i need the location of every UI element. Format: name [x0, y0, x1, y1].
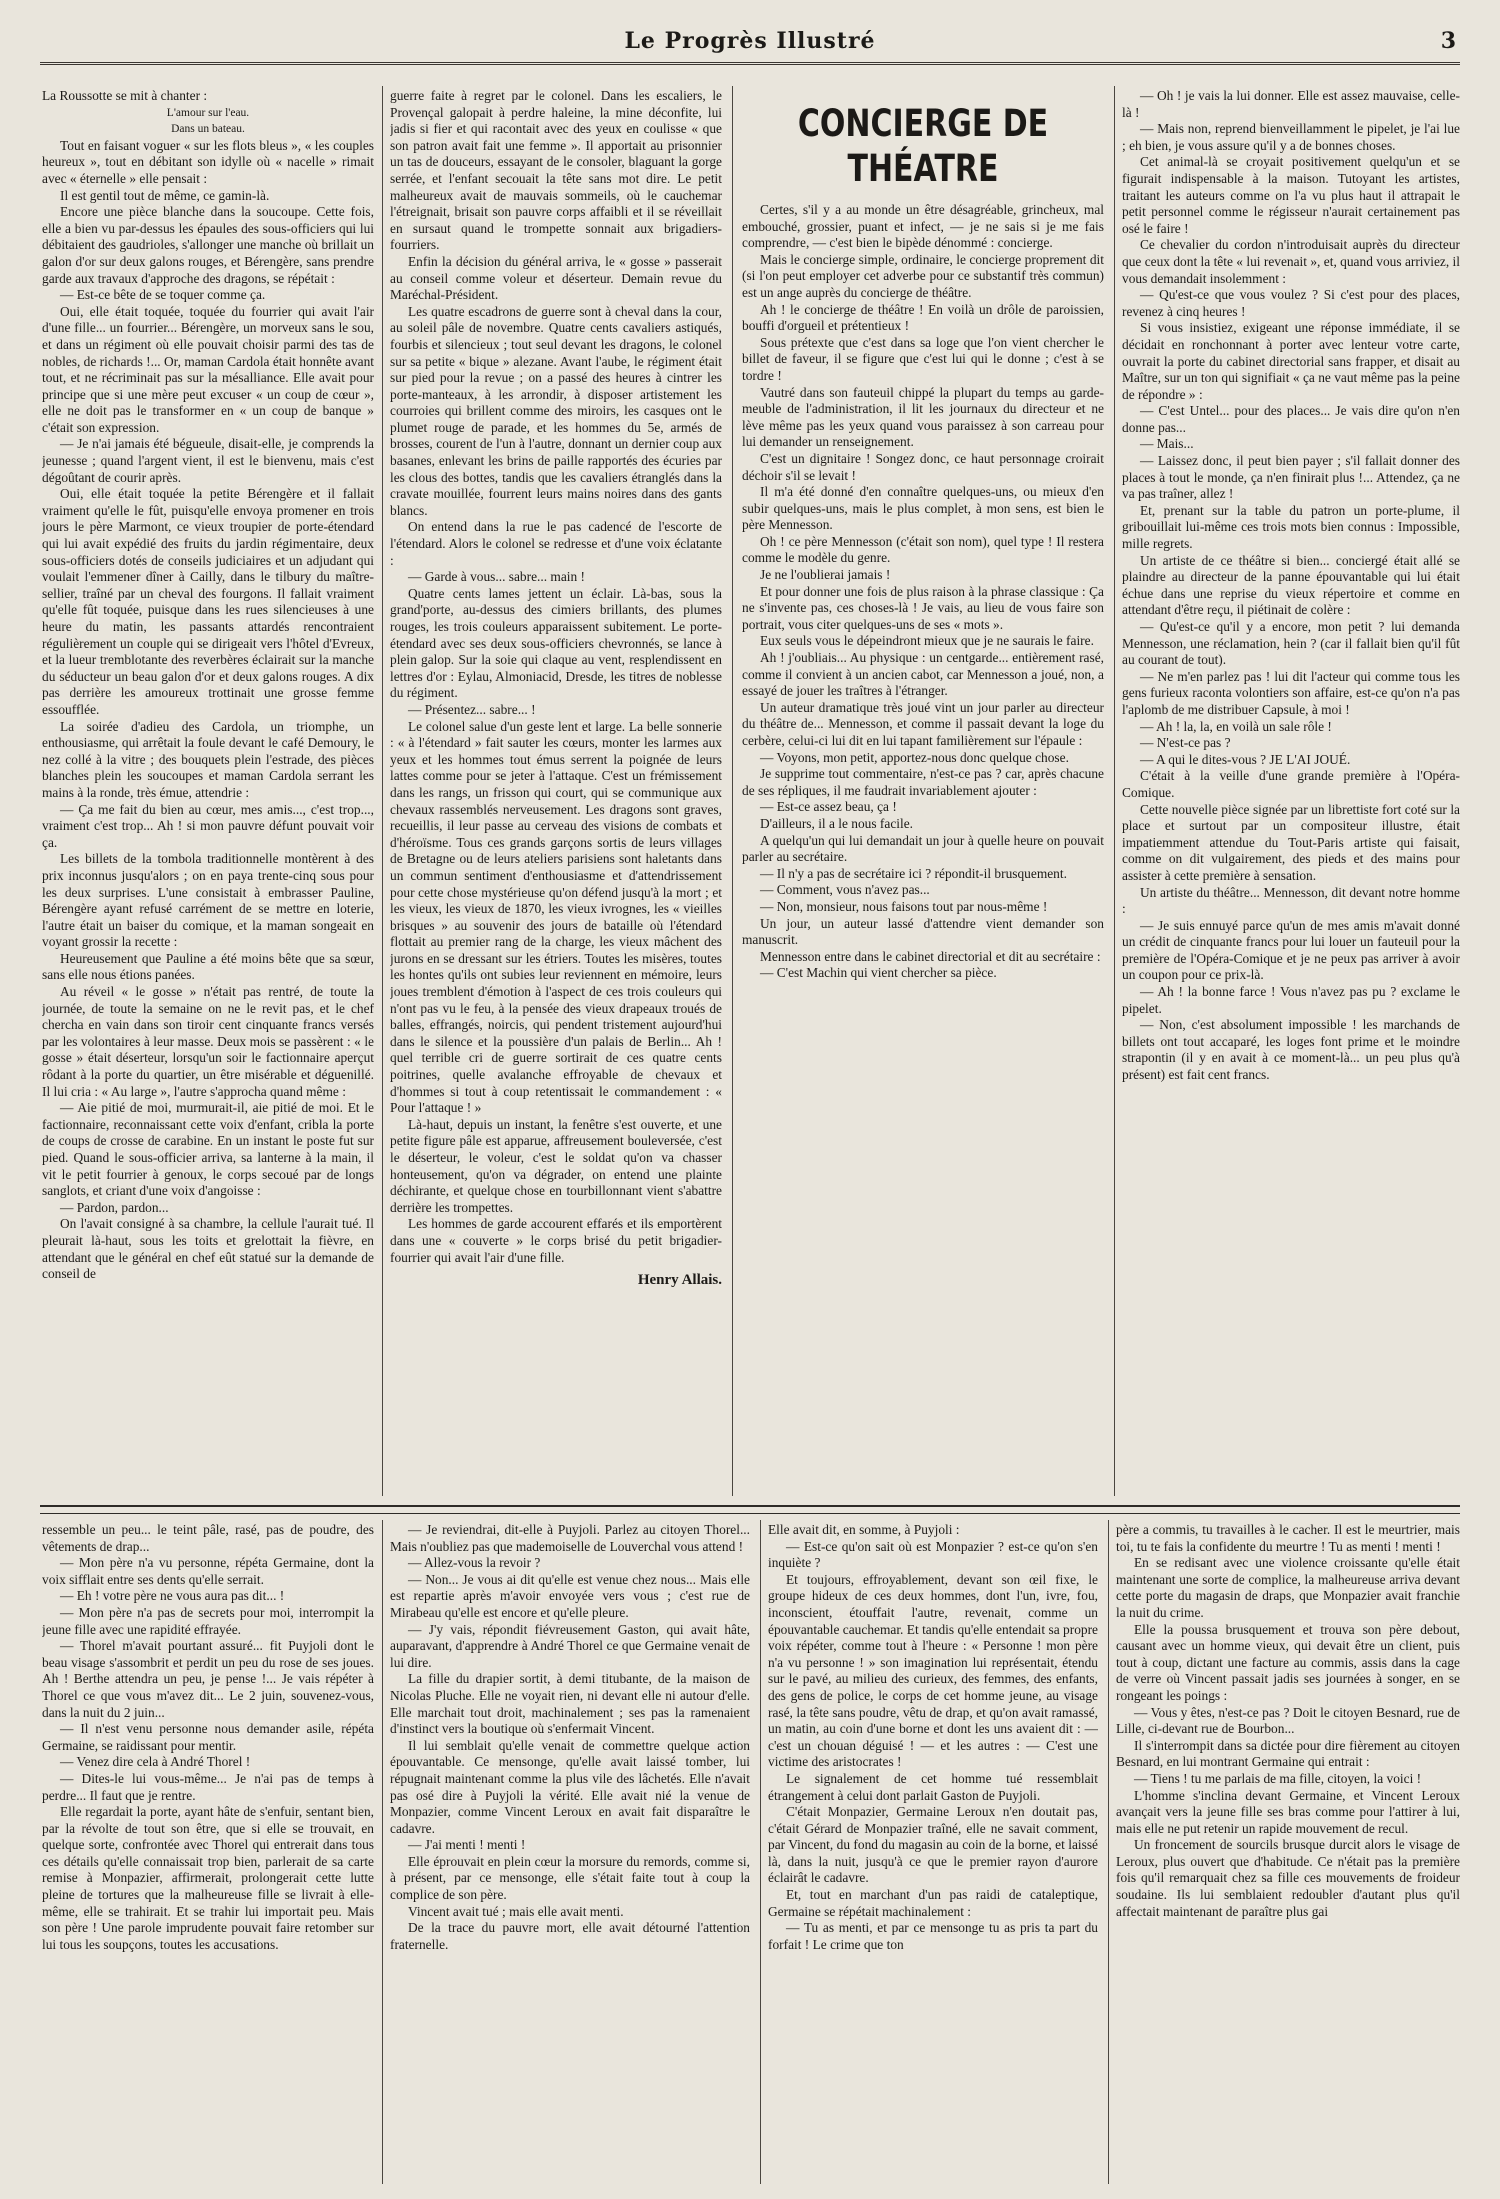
paragraph: Si vous insistiez, exigeant une réponse immédiate, il se décidait en ronchonnant à porter avec lenteur votre carte, ouvrait la porte du cabinet directorial sans frapper, et disait au Maître, sur un ton qui signifiait « ça ne vaut même pas la peine de répondre » : — [1122, 320, 1460, 402]
section-divider — [40, 1505, 1460, 1514]
paragraph: Elle avait dit, en somme, à Puyjoli : — [768, 1522, 960, 1537]
paragraph: La fille du drapier sortit, à demi titubante, de la maison de Nicolas Pluche. Elle ne voyait rien, ni devant elle ni autour d'elle. Elle marchait tout droit, machinalement ; ses pas la ramenaient d'instinct vers la boutique où s'enfermait Vincent. — [390, 1671, 750, 1737]
paragraph: L'amour sur l'eau. — [166, 106, 250, 119]
feuilleton-column-4 — [1116, 1522, 1460, 2184]
paragraph: Tout en faisant voguer « sur les flots bleus », « les couples heureux », tout en débitant son idylle où « nacelle » rimait avec « éternelle » elle pensait : — [42, 137, 374, 186]
paragraph: Au réveil « le gosse » n'était pas rentré, de toute la journée, de toute la semaine on ne le revit pas, et le chef chercha en vain dans son tiroir cent cinquante francs versés par les volontaires à leur masse. Deux mois se passèrent : « le gosse » était déserteur, lorsqu'un soir le factionnaire aperçut rôdant à la porte du quartier, un être misérable et déguenillé. Il lui cria : « Au large », l'autre s'approcha quand même : — [42, 984, 374, 1099]
paragraph: — Comment, vous n'avez pas... — [760, 882, 930, 898]
paragraph: Mais le concierge simple, ordinaire, le concierge proprement dit (si l'on peut employer cet adverbe pour ce substantif très commun) est un ange auprès du concierge de théâtre. — [742, 251, 1104, 300]
paragraph: — Ça me fait du bien au cœur, mes amis..., c'est trop..., vraiment c'est trop... Ah ! si mon pauvre défunt pouvait voir ça. — [42, 801, 374, 850]
paragraph: — N'est-ce pas ? — [1140, 735, 1231, 751]
paragraph: — C'est Untel... pour des places... Je vais dire qu'on n'en donne pas... — [1122, 403, 1460, 435]
paragraph: — Mon père n'a vu personne, répéta Germaine, dont la voix sifflait entre ses dents qu'elle serrait. — [42, 1555, 374, 1587]
paragraph: Sous prétexte que c'est dans sa loge que l'on vient chercher le billet de faveur, il se figure que c'est lui qui le donne ; c'est à se tordre ! — [742, 334, 1104, 383]
feuilleton-column-1 — [42, 1522, 374, 2184]
paragraph: — Tu as menti, et par ce mensonge tu as pris ta part du forfait ! Le crime que ton — [768, 1920, 1098, 1952]
paragraph: Je supprime tout commentaire, n'est-ce pas ? car, après chacune de ses répliques, il me faudrait invariablement ajouter : — [742, 766, 1104, 798]
paragraph: Vincent avait tué ; mais elle avait menti. — [408, 1903, 624, 1919]
concierge-article-column — [742, 88, 1104, 1496]
paragraph: Et toujours, effroyablement, devant son œil fixe, le groupe hideux de ces deux hommes, dont l'un, ivre, fou, inconscient, étouffait l'autre, revenait, comme un épouvantable cauchemar. Et tandis qu'elle entendait sa propre voix répéter, comme tout à l'heure : « Personne ! mon père n'a vu personne ! » son imagination lui représentait, étendu sur le pavé, au milieu des curieux, des femmes, des enfants, des gens de police, le corps de cet homme jeune, au visage rasé, la tête sans poudre, vêtu de drap, et qu'on avait ramassé, un matin, au coin d'une borne et dont les uns avaient dit : — c'est un chouan déguisé ! — et les autres : — C'est une victime des aristocrates ! — [768, 1571, 1098, 1770]
paragraph: — Présentez... sabre... ! — [408, 701, 536, 717]
paragraph: Enfin la décision du général arriva, le « gosse » passerait au conseil comme voleur et déserteur. Demain revue du Maréchal-Président. — [390, 253, 722, 303]
paragraph: — A qui le dites-vous ? JE L'AI JOUÉ. — [1140, 751, 1351, 767]
paragraph: Il est gentil tout de même, ce gamin-là. — [60, 187, 270, 203]
paragraph: Vautré dans son fauteuil chippé la plupart du temps au garde-meuble de l'administration, il lit les journaux du directeur et ne lève même pas les yeux quand vous paraissez à son carreau pour lui demander un renseignement. — [742, 384, 1104, 450]
paragraph: D'ailleurs, il a le nous facile. — [760, 815, 914, 831]
paragraph: — Dites-le lui vous-même... Je n'ai pas de temps à perdre... Il faut que je rentre. — [42, 1770, 374, 1803]
paragraph: Heureusement que Pauline a été moins bête que sa sœur, sans elle nous étions panées. — [42, 950, 374, 983]
story-column-1 — [42, 88, 374, 1496]
paragraph: — Non... Je vous ai dit qu'elle est venue chez nous... Mais elle est repartie après m'avoir envoyée vers vous ; c'est rue de Mirabeau qu'elle est encore et qu'elle pleure. — [390, 1571, 750, 1620]
paragraph: — Non, monsieur, nous faisons tout par nous-même ! — [760, 898, 1048, 914]
paragraph: Un artiste de ce théâtre si bien... conciergé était allé se plaindre au directeur de la panne épouvantable qui lui était échue dans une reprise du vieux répertoire et comme en attendant d'être reçu, il piétinait de colère : — [1122, 552, 1460, 618]
paragraph: Il lui semblait qu'elle venait de commettre quelque action épouvantable. Ce mensonge, qu'elle avait laissé tomber, lui répugnait maintenant comme la plus vile des lâchetés. Elle n'avait pas osé dire à Puyjoli la vérité. Elle avait nié la venue de Monpazier, comme Vincent Leroux en avait fait disparaître le cadavre. — [390, 1737, 750, 1836]
paragraph: On l'avait consigné à sa chambre, la cellule l'aurait tué. Il pleurait là-haut, sous les toits et grelottait la fièvre, en attendant que le général en chef eût statué sur la demande de conseil de — [42, 1216, 374, 1282]
feuilleton-column-2 — [390, 1522, 750, 2184]
paragraph: C'était à la veille d'une grande première à l'Opéra-Comique. — [1122, 768, 1460, 800]
paragraph: — Ne m'en parlez pas ! lui dit l'acteur qui comme tous les gens furieux raconta volontiers son affaire, est-ce qu'on n'a pas l'aplomb de me distribuer Capsule, à moi ! — [1122, 668, 1460, 717]
paragraph: C'était Monpazier, Germaine Leroux n'en doutait pas, c'était Gérard de Monpazier traîné, elle ne savait comment, par Vincent, du fond du magasin au coin de la borne, et laissé là, dans la nuit, jusqu'à ce que le premier rayon d'aurore éclairât le cadavre. — [768, 1804, 1098, 1886]
paragraph: Cette nouvelle pièce signée par un librettiste fort coté sur la place et surtout par un compositeur illustre, était impatiemment attendue du Tout-Paris artiste qui faisait, comme on dit vulgairement, des pieds et des mains pour assister à cette première à sensation. — [1122, 801, 1460, 883]
paragraph: Un auteur dramatique très joué vint un jour parler au directeur du théâtre de... Mennesson, et comme il passait devant la loge du cerbère, celui-ci lui dit en lui tapant familièrement sur l'épaule : — [742, 699, 1104, 748]
paragraph: — J'y vais, répondit fiévreusement Gaston, qui avait hâte, auparavant, d'apprendre à André Thorel ce que Germaine venait de lui dire. — [390, 1621, 750, 1670]
paragraph: — Oh ! je vais la lui donner. Elle est assez mauvaise, celle-là ! — [1122, 88, 1460, 120]
story-column-2 — [390, 88, 722, 1496]
paragraph: — J'ai menti ! menti ! — [408, 1837, 526, 1853]
page-number: 3 — [1440, 28, 1456, 54]
paragraph: La soirée d'adieu des Cardola, un triomphe, un enthousiasme, qui arrêtait la foule devant le café Demoury, le nez collé à la vitre ; des bouquets plein l'estrade, des pièces blanches plein les soucoupes et maman Cardola serrant les mains à la ronde, très émue, attendrie : — [42, 718, 374, 800]
paragraph: Elle la poussa brusquement et trouva son père debout, causant avec un homme vieux, qui devait être un client, puis tout à coup, dictant une facture au commis, assis dans la cage de verre où Vincent passait jadis ses journées à songer, en se rongeant les poings : — [1116, 1621, 1460, 1703]
paragraph: — Garde à vous... sabre... main ! — [408, 569, 586, 585]
paragraph: — Mais... — [1140, 436, 1194, 452]
paragraph: — Ah ! la, la, en voilà un sale rôle ! — [1140, 718, 1332, 734]
paragraph: Et, prenant sur la table du patron un porte-plume, il gribouillait lui-même ces trois mots bien connus : Impossible, mille regrets. — [1122, 502, 1460, 552]
paragraph: — Thorel m'avait pourtant assuré... fit Puyjoli dont le beau visage s'assombrit et perdit un peu du rose de ses joues. Ah ! Berthe attendra un peu, je pense !... Je vais répéter à Thorel ce que vous m'avez dit... Le 2 juin, souvenez-vous, dans la nuit du 2 juin... — [42, 1638, 374, 1720]
paragraph: Quatre cents lames jettent un éclair. Là-bas, sous la grand'porte, au-dessus des cimiers brillants, des plumes rouges, les trois couleurs apparaissent subitement. Le porte-étendard avec ses deux sous-officiers chevronnés, se lance à plein galop. Sur la soie qui claque au vent, resplendissent en lettres d'or : Eylau, Almoniacid, Dresde, les titres de noblesse du régiment. — [390, 585, 722, 701]
article-headline: CONCIERGE DE THÉATRE — [797, 102, 1049, 191]
article-body — [742, 202, 1104, 982]
paragraph: — Pardon, pardon... — [60, 1199, 169, 1215]
paragraph: Un froncement de sourcils brusque durcit alors le visage de Leroux, plus ouvert que d'habitude. Ce n'était pas la première fois qu'il remarquait chez sa fille ces mouvements de froideur soudaine. Ils lui semblaient redoubler d'autant plus qu'il affectait maintenant de paraître plus gai — [1116, 1837, 1460, 1919]
paragraph: On entend dans la rue le pas cadencé de l'escorte de l'étendard. Alors le colonel se redresse et d'une voix éclatante : — [390, 519, 722, 568]
paragraph: Là-haut, depuis un instant, la fenêtre s'est ouverte, et une petite figure pâle est apparue, affreusement bouleversée, c'est le déserteur, le voleur, c'est le soldat qu'on va chasser honteusement, qu'on va dégrader, on entend une plainte déchirante, et quelque chose en tourbillonnant vient s'abattre derrière les trompettes. — [390, 1116, 722, 1215]
paragraph: — Je n'ai jamais été bégueule, disait-elle, je comprends la jeunesse ; quand l'argent vient, il est le bienvenu, mais c'est dégoûtant de courir après. — [42, 436, 374, 485]
paragraph: — Laissez donc, il peut bien payer ; s'il fallait donner des places à tout le monde, ça n'en finirait plus !... Attendez, ça ne va pas traîner, allez ! — [1122, 453, 1460, 502]
paragraph: — Tiens ! tu me parlais de ma fille, citoyen, la voici ! — [1134, 1770, 1422, 1786]
paragraph: Elle éprouvait en plein cœur la morsure du remords, comme si, à présent, par ce mensonge, elle s'était faite tout à coup la complice de son père. — [390, 1853, 750, 1903]
paragraph: Ah ! le concierge de théâtre ! En voilà un drôle de paroissien, bouffi d'orgueil et prétentieux ! — [742, 301, 1104, 334]
paragraph: — Mon père n'a pas de secrets pour moi, interrompit la jeune fille avec une rapidité effrayée. — [42, 1604, 374, 1637]
paragraph: Oui, elle était toquée la petite Bérengère et il fallait vraiment qu'elle le fût, puisqu'elle envoya promener en trois jours le père Marmont, ce vieux troupier de porte-étendard qui lui avait expédié des fruits du jardin régimentaire, deux sous-officiers dotés de conseils judiciaires et un adjudant qui voulait l'emmener dîner à Cailly, dans le tilbury du maître-sellier, traîné par un cheval des fourgons. Il fallait vraiment qu'elle fût toquée, puisque dans les rues silencieuses à une heure du matin, les passants attardés rencontraient régulièrement un couple qui se dirigeait vers l'hôtel d'Evreux, et la lueur tremblotante des reverbères éclairait sur la manche du séducteur un beau galon d'or et deux galons rouges. A dix pas derrière les amoureux trottinait une grosse femme essoufflée. — [42, 486, 374, 717]
paragraph: — Allez-vous la revoir ? — [408, 1555, 541, 1571]
paragraph: Henry Allais. — [637, 1272, 722, 1289]
paragraph: Un artiste du théâtre... Mennesson, dit devant notre homme : — [1122, 884, 1460, 917]
paragraph: — C'est Machin qui vient chercher sa pièce. — [760, 965, 997, 981]
paragraph: — Il n'est venu personne nous demander asile, répéta Germaine, se raidissant pour mentir. — [42, 1721, 374, 1753]
paragraph: Ah ! j'oubliais... Au physique : un centgarde... entièrement rasé, comme il convient à un ancien cabot, car Mennesson a joué, non, a essayé de jouer les traîtres à l'étranger. — [742, 650, 1104, 699]
paragraph: ressemble un peu... le teint pâle, rasé, pas de poudre, des vêtements de drap... — [42, 1522, 374, 1554]
paragraph: — Venez dire cela à André Thorel ! — [60, 1754, 251, 1770]
paragraph: Un jour, un auteur lassé d'attendre vient demander son manuscrit. — [742, 915, 1104, 948]
paragraph: — Je reviendrai, dit-elle à Puyjoli. Parlez au citoyen Thorel... Mais n'oubliez pas que mademoiselle de Louverchal vous attend ! — [390, 1522, 750, 1554]
paragraph: Je ne l'oublierai jamais ! — [760, 567, 891, 583]
paragraph: Et pour donner une fois de plus raison à la phrase classique : Ça ne s'invente pas, ces choses-là ! Je vais, au lieu de vous faire son portrait, vous citer quelques-uns de ses « mots ». — [742, 583, 1104, 632]
paragraph: — Est-ce qu'on sait où est Monpazier ? est-ce qu'on s'en inquiète ? — [768, 1538, 1098, 1571]
paragraph: En se redisant avec une violence croissante qu'elle était maintenant une sorte de complice, la malheureuse arriva devant cette porte du magasin de draps, que Monpazier avait franchie la nuit du crime. — [1116, 1555, 1460, 1620]
paragraph: — Voyons, mon petit, apportez-nous donc quelque chose. — [760, 749, 1069, 765]
paragraph: Les hommes de garde accourent effarés et ils emportèrent dans une « couverte » le corps brisé du petit brigadier-fourrier qui avait l'air d'une fille. — [390, 1216, 722, 1265]
paragraph: — Est-ce bête de se toquer comme ça. — [60, 287, 266, 303]
paragraph: Il m'a été donné d'en connaître quelques-uns, ou mieux d'en subir quelques-uns, mais le plus complet, à mon sens, est bien le père Mennesson. — [742, 484, 1104, 533]
paragraph: L'homme s'inclina devant Germaine, et Vincent Leroux avançait vers la jeune fille ses bras comme pour l'attirer à lui, mais elle ne put retenir un rapide mouvement de recul. — [1116, 1787, 1460, 1836]
newspaper-title: Le Progrès Illustré — [624, 28, 876, 54]
paragraph: père a commis, tu travailles à le cacher. Il est le meurtrier, mais toi, tu te fais la confidente du meurtre ! Tu as menti ! menti ! — [1116, 1522, 1460, 1554]
paragraph: — Vous y êtes, n'est-ce pas ? Doit le citoyen Besnard, rue de Lille, ci-devant rue de Bourbon... — [1116, 1704, 1460, 1737]
paragraph: — Ah ! la bonne farce ! Vous n'avez pas pu ? exclame le pipelet. — [1122, 984, 1460, 1016]
paragraph: — Eh ! votre père ne vous aura pas dit... ! — [60, 1588, 285, 1604]
story-column-4 — [1122, 88, 1460, 1496]
paragraph: Eux seuls vous le dépeindront mieux que je ne saurais le faire. — [760, 633, 1094, 649]
paragraph: Dans un bateau. — [171, 123, 245, 136]
masthead — [40, 22, 1460, 65]
paragraph: Il s'interrompit dans sa dictée pour dire fièrement au citoyen Besnard, en lui montrant Germaine qui entrait : — [1116, 1737, 1460, 1770]
paragraph: guerre faite à regret par le colonel. Dans les escaliers, le Provençal galopait à perdre haleine, la mine déconfite, lui jadis si fier et qui racontait avec des yeux en coulisse « que son patron avait fait une femme ». Il apportait au prisonnier un tas de douceurs, essayant de le consoler, blaguant la gorge serrée, et l'enfant secouait la tête sans mot dire. Le petit malheureux avait de mauvais sommeils, où le cauchemar l'étreignait, brisait son pauvre corps affaibli et il se réveillait en sursaut quand le trompette sonnait aux brigadiers-fourriers. — [390, 88, 722, 253]
paragraph: Ce chevalier du cordon n'introduisait auprès du directeur que ceux dont la tête « lui revenait », et, quand vous arriviez, il vous demandait insolemment : — [1122, 237, 1460, 286]
paragraph: — Non, c'est absolument impossible ! les marchands de billets ont tout accaparé, les loges font prime et le moindre strapontin (il y en avait à ce moment-là... un peu plus qu'à présent) est fait cent francs. — [1122, 1017, 1460, 1083]
paragraph: Et, tout en marchant d'un pas raidi de cataleptique, Germaine se répétait machinalement : — [768, 1887, 1098, 1919]
paragraph: C'est un dignitaire ! Songez donc, ce haut personnage croirait déchoir s'il se levait ! — [742, 450, 1104, 483]
paragraph: Mennesson entre dans le cabinet directorial et dit au secrétaire : — [760, 948, 1101, 964]
paragraph: Oui, elle était toquée, toquée du fourrier qui avait l'air d'une fille... un fourrier... Bérengère, un morveux sans le sou, et dans un régiment où elle pouvait choisir parmi des tas de nobles, de richards !... Or, maman Cardola était honnête avant tout, et ne récriminait pas sur la mésalliance. Elle avait pour principe que si une mère peut excuser « un coup de cœur », elle ne doit pas le transformer en « un coup de banque » c'était son expression. — [42, 303, 374, 435]
paragraph: Le colonel salue d'un geste lent et large. La belle sonnerie : « à l'étendard » fait sauter les cœurs, monter les larmes aux yeux et les hommes tout émus serrent la poignée de leurs lattes comme pour se jeter à l'attaque. C'est un frémissement dans les rangs, un frisson qui court, qui se communique aux chevaux rassemblés nerveusement. Les dragons sont graves, recueillis, il leur passe au cerveau des visions de combats et d'héroïsme. Tous ces grands garçons sortis de leurs villages de Bretagne ou de leurs ateliers parisiens sont haletants dans un commun sentiment d'enthousiasme et d'attendrissement pour cette chose mystérieuse qu'on défend jusqu'à la mort ; et les vieux, les vieux de 1870, les vieux ivrognes, les « vieilles brisques » au souvenir des jours de bataille où l'étendard flottait au premier rang de la charge, les vieux mâchent des jurons en se dressant sur les étriers. Toutes les misères, toutes les hontes qu'ils ont subies leur reviennent en mémoire, leurs joues tremblent d'émotion à l'aspect de ces trois couleurs qui n'ont pas vu le feu, à la pensée des vieux drapeaux troués de balles, effrangés, noircis, qui pendent tristement aujourd'hui dans le silence et la poussière d'un palais de Berlin... Ah ! quel terrible cri de guerre sortirait de ces quatre cents poitrines, quelle avalanche effroyable de chevaux et d'hommes si tout à coup retentissait le commandement : « Pour l'attaque ! » — [390, 718, 722, 1116]
paragraph: — Qu'est-ce que vous voulez ? Si c'est pour des places, revenez à cinq heures ! — [1122, 287, 1460, 319]
paragraph: Elle regardait la porte, ayant hâte de s'enfuir, sentant bien, par la révolte de tout son être, que si elle se trouvait, en quelque sorte, confrontée avec Thorel qui entrerait dans tous ces détails qu'elle connaissait trop bien, parlerait de sa carte remise à Monpazier, affirmerait, prolongerait cette lutte pleine de tortures que la malheureuse fille se livrait à elle-même, elle se trahirait. Et se trahir lui importait peu. Mais son père ! Une parole imprudente pouvait faire retomber sur lui tous les soupçons, toutes les accusations. — [42, 1804, 374, 1952]
paragraph: Encore une pièce blanche dans la soucoupe. Cette fois, elle a bien vu par-dessus les épaules des sous-officiers qui lui débitaient des gaudrioles, s'allonger une manche où brillait un galon d'or sur deux galons rouges, et Bérengère, sans prendre garde aux travaux d'approche des dragons, se répétait : — [42, 204, 374, 286]
paragraph: Les billets de la tombola traditionnelle montèrent à des prix inconnus jusqu'alors ; on en paya trente-cinq sous pour les deux surprises. L'une consistait à embrasser Pauline, Bérengère ayant refusé carrément de se mettre en loterie, l'autre était un baiser du comique, et la maman songeait en voyant grossir la recette : — [42, 851, 374, 950]
paragraph: — Est-ce assez beau, ça ! — [760, 799, 897, 815]
paragraph: Cet animal-là se croyait positivement quelqu'un et se figurait indispensable à la maison. Tutoyant les artistes, traitant les auteurs comme on l'a vu plus haut il attrapait le petit personnel comme le régisseur n'aurait certainement pas osé le faire ! — [1122, 154, 1460, 236]
paragraph: — Qu'est-ce qu'il y a encore, mon petit ? lui demanda Mennesson, une réclamation, hein ? (car il fallait bien qu'il fût au courant de tout). — [1122, 619, 1460, 668]
paragraph: — Je suis ennuyé parce qu'un de mes amis m'avait donné un crédit de cinquante francs pour lui louer un fauteuil pour la première de l'Opéra-Comique et je ne peux pas arriver à avoir un coupon pour ce prix-là. — [1122, 917, 1460, 983]
paragraph: — Mais non, reprend bienveillamment le pipelet, je l'ai lue ; eh bien, je vous assure qu'il y a de bonnes choses. — [1122, 121, 1460, 153]
paragraph: De la trace du pauvre mort, elle avait détourné l'attention fraternelle. — [390, 1920, 750, 1952]
paragraph: Certes, s'il y a au monde un être désagréable, grincheux, mal embouché, grossier, puant et infect, — je ne sais si je me fais comprendre, — c'est bien le bipède dénommé : concierge. — [742, 202, 1104, 251]
paragraph: La Roussotte se mit à chanter : — [42, 88, 208, 103]
paragraph: Oh ! ce père Mennesson (c'était son nom), quel type ! Il restera comme le modèle du genre. — [742, 533, 1104, 566]
paragraph: — Aie pitié de moi, murmurait-il, aie pitié de moi. Et le factionnaire, reconnaissant cette voix d'enfant, cribla la porte de coups de crosse de carabine. En un instant le poste fut sur pied. Quand le sous-officier arriva, sa lanterne à la main, il vit le petit fourrier à genoux, le corps secoué par de longs sanglots, et criant d'une voix d'angoisse : — [42, 1100, 374, 1199]
paragraph: A quelqu'un qui lui demandait un jour à quelle heure on pouvait parler au secrétaire. — [742, 832, 1104, 865]
feuilleton-column-3 — [768, 1522, 1098, 2184]
paragraph: Les quatre escadrons de guerre sont à cheval dans la cour, au soleil pâle de novembre. Quatre cents cavaliers astiqués, fourbis et silencieux ; tout seul devant les dragons, le colonel sur sa petite « bique » alezane. Avant l'aube, le régiment était sur pied pour la revue ; on a passé des heures à cintrer les porte-manteaux, à les arrondir, à disposer artistement les courroies qui brillent comme des miroirs, les casques ont le plumet rouge de parade, et les hommes du 5e, armés de brosses, courent de l'un à l'autre, donnant un dernier coup aux basanes, enlevant les brins de paille rapportés des écuries par les clous des bottes, tandis que les cavaliers étranglés dans la cravate mouillée, fourrent leurs mains noires dans des gants blancs. — [390, 303, 722, 518]
paragraph: Le signalement de cet homme tué ressemblait étrangement à celui dont parlait Gaston de Puyjoli. — [768, 1770, 1098, 1803]
paragraph: — Il n'y a pas de secrétaire ici ? répondit-il brusquement. — [760, 865, 1067, 881]
